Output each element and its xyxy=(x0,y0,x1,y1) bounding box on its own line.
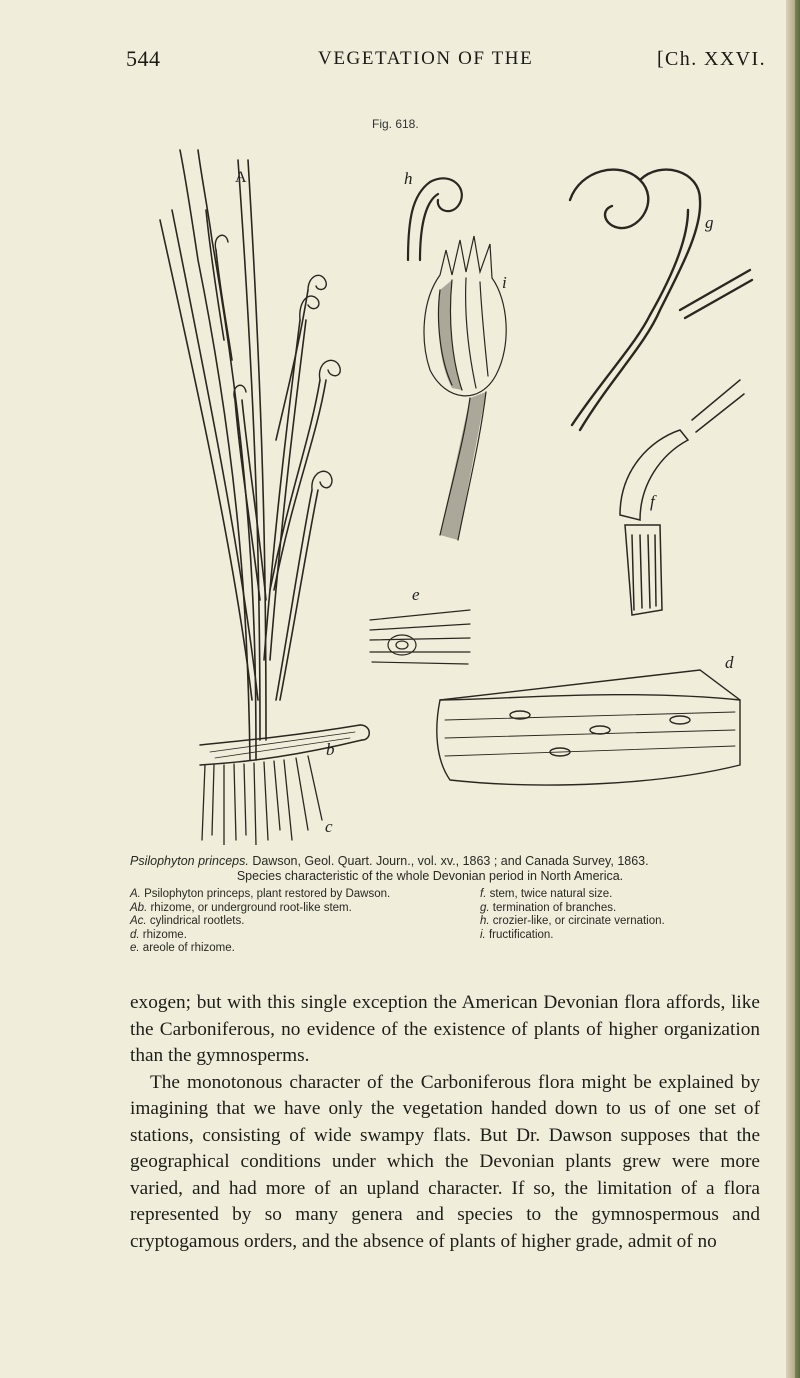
legend-text: Psilophyton princeps, plant restored by Dawson. xyxy=(144,888,391,900)
figure-caption xyxy=(130,854,770,956)
legend-item xyxy=(480,929,770,943)
areole-e xyxy=(370,610,470,664)
legend-key: Ab. xyxy=(130,901,148,914)
body-paragraph-1: exogen; but with this single exception the American Devonian flora affords, like the Carboniferous, no evidence of the existence of plants of higher organization than the gymnosperms. xyxy=(130,992,760,1066)
legend-key: g. xyxy=(480,901,490,914)
page-edge-shadow xyxy=(795,0,800,1378)
page-number: 544 xyxy=(126,46,161,71)
legend-item xyxy=(130,929,480,943)
legend-text: areole of rhizome. xyxy=(142,942,235,954)
legend-text: cylindrical rootlets. xyxy=(149,915,245,927)
plant-a-rhizome xyxy=(200,725,369,765)
legend-key: d. xyxy=(130,928,140,941)
legend-text: fructification. xyxy=(488,928,554,941)
legend-key: f. xyxy=(480,888,487,900)
caption-subtitle: Species characteristic of the whole Devonian period in North America. xyxy=(236,869,624,883)
psilophyton-engraving xyxy=(140,140,770,845)
legend-item xyxy=(130,942,480,956)
figure-letter-b: b xyxy=(326,740,335,759)
legend-item xyxy=(480,915,770,929)
legend-key: e. xyxy=(130,942,140,954)
legend-item xyxy=(130,902,480,916)
legend-text: rhizome, or underground root-like stem. xyxy=(150,901,352,914)
body-text xyxy=(130,990,760,1255)
legend-right-column xyxy=(480,888,770,956)
figure-illustration xyxy=(140,140,770,845)
caption-title xyxy=(130,854,770,869)
legend-text: rhizome. xyxy=(142,928,187,941)
legend-item xyxy=(130,915,480,929)
plant-a-stems xyxy=(160,150,326,760)
legend-key: Ac. xyxy=(130,915,147,927)
caption-species: Psilophyton princeps. xyxy=(130,854,249,868)
stem-f xyxy=(620,380,744,615)
shading xyxy=(439,280,487,540)
figure-letter-c: c xyxy=(325,817,333,836)
rhizome-d xyxy=(437,670,740,785)
figure-label: Fig. 618. xyxy=(372,117,419,131)
figure-letter-h: h xyxy=(404,169,413,188)
crozier-h xyxy=(408,178,462,260)
branch-termination-g xyxy=(570,170,752,430)
caption-reference: Dawson, Geol. Quart. Journ., vol. xv., 1863 ; and Canada Survey, 1863. xyxy=(252,854,649,868)
page-header xyxy=(126,46,766,82)
plant-a-rootlets xyxy=(202,756,322,845)
running-title: VEGETATION OF THE xyxy=(318,48,534,69)
figure-letter-a: A xyxy=(235,169,247,186)
figure-letter-d: d xyxy=(725,653,734,672)
legend-text: stem, twice natural size. xyxy=(489,888,613,900)
legend-item xyxy=(130,888,480,902)
legend-text: termination of branches. xyxy=(492,901,617,914)
figure-letter-g: g xyxy=(705,213,714,232)
legend-left-column xyxy=(130,888,480,956)
legend-key: i. xyxy=(480,928,486,941)
caption-legend xyxy=(130,888,770,956)
legend-item xyxy=(480,902,770,916)
legend-key: A. xyxy=(130,888,141,900)
legend-key: h. xyxy=(480,915,490,927)
figure-letter-e: e xyxy=(412,585,420,604)
legend-item xyxy=(480,888,770,902)
figure-letter-i: i xyxy=(502,273,507,292)
chapter-reference: [Ch. XXVI. xyxy=(657,48,766,70)
figure-letter-f: f xyxy=(650,492,655,511)
body-paragraph-2: The monotonous character of the Carboniferous flora might be explained by imagining that we have only the vegetation handed down to us of one set of stations, consisting of wide swampy flats. But Dr. Dawson supposes that the geographical conditions under which the Devonian plants grew were more varied, and had more of an upland character. If so, the limitation of a flora represented by so many genera and species to the gymnospermous and cryptogamous orders, and the absence of plants of higher grade, admit of no xyxy=(130,1071,760,1252)
legend-text: crozier-like, or circinate vernation. xyxy=(492,915,665,927)
plant-a-croziers xyxy=(215,235,340,490)
